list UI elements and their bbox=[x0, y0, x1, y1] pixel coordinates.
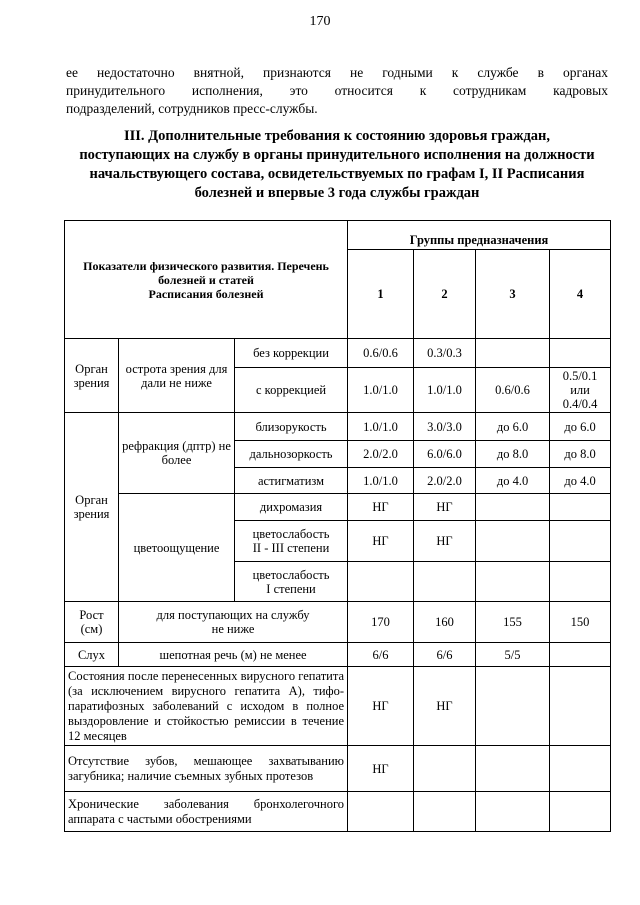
row-label: дихромазия bbox=[235, 494, 348, 521]
value-cell bbox=[476, 667, 550, 746]
value-cell: 2.0/2.0 bbox=[414, 468, 476, 494]
height-label: Рост (см) bbox=[65, 602, 119, 643]
hearing-desc: шепотная речь (м) не менее bbox=[119, 643, 348, 667]
section-heading bbox=[62, 127, 612, 203]
value-cell: 6.0/6.0 bbox=[414, 441, 476, 468]
value-cell bbox=[476, 339, 550, 368]
value-cell: до 6.0 bbox=[476, 413, 550, 441]
row-label: без коррекции bbox=[235, 339, 348, 368]
value-cell: 0.5/0.1 или 0.4/0.4 bbox=[550, 368, 611, 413]
groups-header: Группы предназначения bbox=[348, 221, 611, 250]
value-cell: НГ bbox=[348, 667, 414, 746]
value-cell: 0.3/0.3 bbox=[414, 339, 476, 368]
value-cell: 6/6 bbox=[348, 643, 414, 667]
intro-line: принудительного исполнения, это относится к сотрудникам кадровых bbox=[66, 83, 608, 98]
intro-line: подразделений, сотрудников пресс-службы. bbox=[66, 101, 318, 116]
row-label: дальнозоркость bbox=[235, 441, 348, 468]
value-cell: 5/5 bbox=[476, 643, 550, 667]
group-1-header: 1 bbox=[348, 250, 414, 339]
value-cell bbox=[550, 792, 611, 832]
value-cell: 1.0/1.0 bbox=[348, 368, 414, 413]
value-cell: 0.6/0.6 bbox=[476, 368, 550, 413]
heading-line: начальствующего состава, освидетельствуемых по графам I, II Расписания bbox=[89, 166, 585, 182]
group-2-header: 2 bbox=[414, 250, 476, 339]
value-cell: НГ bbox=[414, 667, 476, 746]
organ-label: Орган зрения bbox=[65, 413, 119, 602]
value-cell bbox=[414, 746, 476, 792]
row-label: с коррекцией bbox=[235, 368, 348, 413]
organ-label: Орган зрения bbox=[65, 339, 119, 413]
value-cell bbox=[550, 643, 611, 667]
value-cell: 1.0/1.0 bbox=[348, 468, 414, 494]
value-cell: 0.6/0.6 bbox=[348, 339, 414, 368]
value-cell: до 4.0 bbox=[476, 468, 550, 494]
value-cell: НГ bbox=[414, 494, 476, 521]
value-cell: 2.0/2.0 bbox=[348, 441, 414, 468]
heading-line: III. Дополнительные требования к состоянию здоровья граждан, bbox=[123, 128, 551, 144]
value-cell: 160 bbox=[414, 602, 476, 643]
page-number: 170 bbox=[309, 14, 331, 29]
value-cell bbox=[550, 746, 611, 792]
value-cell bbox=[348, 792, 414, 832]
indicator-header: Показатели физического развития. Перечень болезней и статей Расписания болезней bbox=[65, 221, 348, 339]
value-cell bbox=[550, 667, 611, 746]
value-cell: НГ bbox=[348, 521, 414, 562]
value-cell: 3.0/3.0 bbox=[414, 413, 476, 441]
value-cell bbox=[414, 562, 476, 602]
value-cell bbox=[348, 562, 414, 602]
health-requirements-table bbox=[64, 220, 611, 832]
value-cell: до 8.0 bbox=[476, 441, 550, 468]
value-cell: 155 bbox=[476, 602, 550, 643]
value-cell bbox=[550, 339, 611, 368]
hearing-label: Слух bbox=[65, 643, 119, 667]
height-desc: для поступающих на службу не ниже bbox=[119, 602, 348, 643]
value-cell bbox=[476, 521, 550, 562]
value-cell bbox=[550, 521, 611, 562]
value-cell: 1.0/1.0 bbox=[348, 413, 414, 441]
value-cell: до 4.0 bbox=[550, 468, 611, 494]
condition-text: Хронические заболевания бронхолегочного аппарата с частыми обострениями bbox=[65, 792, 348, 832]
condition-text: Отсутствие зубов, мешающее захватыванию загубника; наличие съемных зубных протезов bbox=[65, 746, 348, 792]
value-cell bbox=[476, 494, 550, 521]
value-cell bbox=[550, 562, 611, 602]
value-cell: 6/6 bbox=[414, 643, 476, 667]
intro-paragraph bbox=[66, 64, 608, 118]
group-3-header: 3 bbox=[476, 250, 550, 339]
value-cell: до 8.0 bbox=[550, 441, 611, 468]
param-label: цветоощущение bbox=[119, 494, 235, 602]
value-cell: 150 bbox=[550, 602, 611, 643]
value-cell: НГ bbox=[414, 521, 476, 562]
value-cell: 1.0/1.0 bbox=[414, 368, 476, 413]
value-cell: до 6.0 bbox=[550, 413, 611, 441]
value-cell bbox=[476, 792, 550, 832]
condition-text: Состояния после перенесенных вирусного гепатита (за исключением вирусного гепатита А), тифо-паратифозных заболеваний с исходом в полное выздоровление и стойкостью ремиссии в течение 12 месяцев bbox=[65, 667, 348, 746]
value-cell bbox=[476, 562, 550, 602]
value-cell: НГ bbox=[348, 494, 414, 521]
value-cell bbox=[550, 494, 611, 521]
heading-line: болезней и впервые 3 года службы граждан bbox=[194, 185, 480, 201]
row-label: астигматизм bbox=[235, 468, 348, 494]
row-label: цветослабость I степени bbox=[235, 562, 348, 602]
param-label: острота зрения для дали не ниже bbox=[119, 339, 235, 413]
value-cell bbox=[414, 792, 476, 832]
row-label: близорукость bbox=[235, 413, 348, 441]
value-cell: 170 bbox=[348, 602, 414, 643]
group-4-header: 4 bbox=[550, 250, 611, 339]
param-label: рефракция (дптр) не более bbox=[119, 413, 235, 494]
row-label: цветослабость II - III степени bbox=[235, 521, 348, 562]
value-cell: НГ bbox=[348, 746, 414, 792]
heading-line: поступающих на службу в органы принудительного исполнения на должности bbox=[79, 147, 595, 163]
intro-line: ее недостаточно внятной, признаются не годными к службе в органах bbox=[66, 65, 608, 80]
value-cell bbox=[476, 746, 550, 792]
